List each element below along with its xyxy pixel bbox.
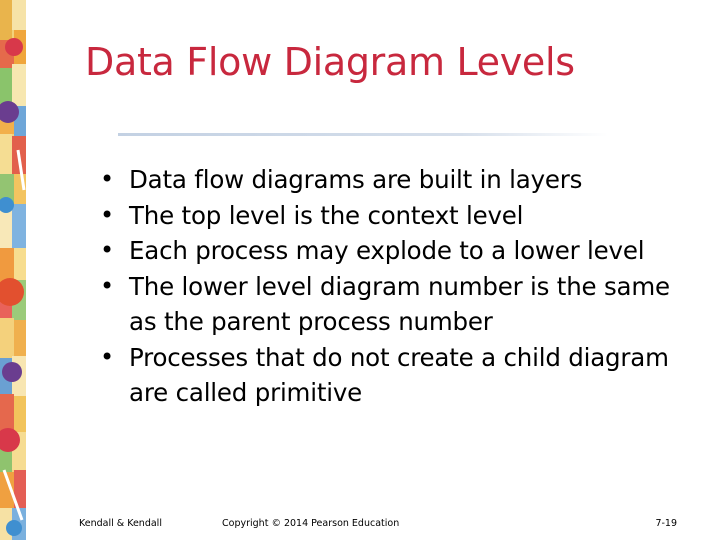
footer-author: Kendall & Kendall <box>79 518 162 529</box>
bullet-item <box>96 269 696 340</box>
bullet-marker: • <box>100 236 114 264</box>
bullet-text: Data flow diagrams are built in layers <box>129 165 583 194</box>
footer-copyright: Copyright © 2014 Pearson Education <box>222 518 400 529</box>
bullet-marker: • <box>100 271 114 300</box>
bullet-marker: • <box>100 165 114 193</box>
bullet-item <box>96 340 696 411</box>
bullet-text: The top level is the context level <box>129 200 524 230</box>
bullet-marker: • <box>100 200 114 229</box>
bullet-list <box>96 162 696 411</box>
decorative-strip <box>0 0 26 540</box>
title-divider <box>118 133 608 136</box>
bullet-text: Processes that do not create a child diagram are called primitive <box>129 342 669 407</box>
bullet-item <box>96 233 696 269</box>
bullet-marker: • <box>100 342 114 371</box>
slide-title: Data Flow Diagram Levels <box>85 40 575 84</box>
bullet-item <box>96 162 696 198</box>
slide-number: 7-19 <box>655 518 677 529</box>
decorative-strip-art <box>0 0 26 540</box>
bullet-text: The lower level diagram number is the same as the parent process number <box>129 271 670 336</box>
bullet-item <box>96 198 696 234</box>
bullet-text: Each process may explode to a lower level <box>129 236 645 265</box>
